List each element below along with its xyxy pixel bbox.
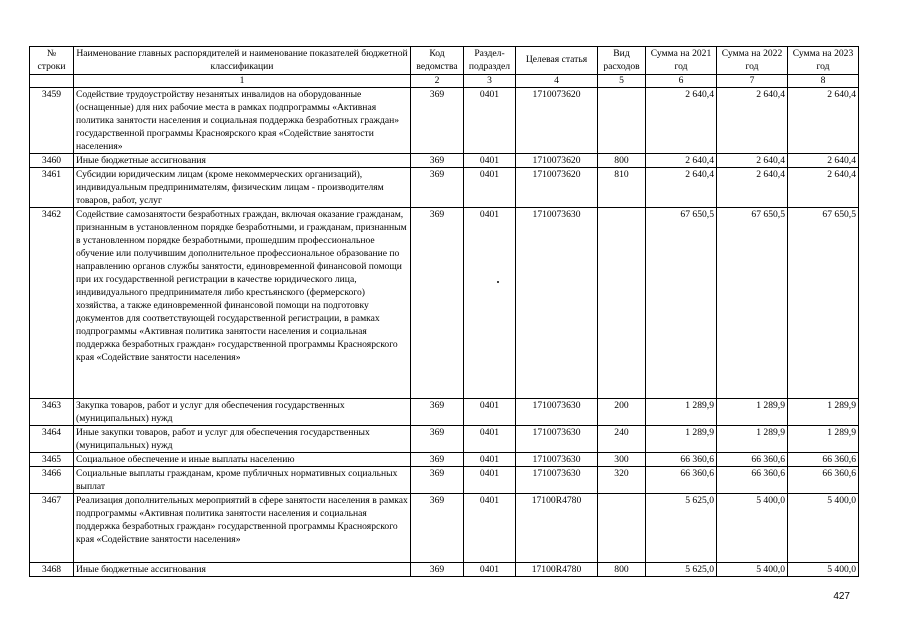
table-row [30,467,859,494]
cell-target: 1710073630 [516,453,598,467]
stray-mark [497,281,499,283]
cell-target: 1710073630 [516,426,598,453]
cell-sum-2023: 2 640,4 [788,88,859,154]
column-number: 6 [646,75,717,88]
cell-section: 0401 [464,154,516,168]
table-row [30,563,859,577]
cell-expense-type [598,88,646,154]
cell-expense-type: 300 [598,453,646,467]
cell-dept-code: 369 [411,208,464,399]
table-row [30,399,859,426]
cell-sum-2021: 1 289,9 [646,399,717,426]
cell-sum-2022: 1 289,9 [717,399,788,426]
cell-row-number: 3460 [30,154,74,168]
cell-sum-2021: 5 625,0 [646,563,717,577]
cell-sum-2022: 2 640,4 [717,168,788,208]
cell-sum-2022: 66 360,6 [717,467,788,494]
cell-dept-code: 369 [411,154,464,168]
cell-indicator-name: Содействие самозанятости безработных граждан, включая оказание гражданам, признанным в установленном порядке безработными, и гражданам, признанным в установленном порядке безработными, прошедшим профессиональное обучение или получившим дополнительное профессиональное образование по направлению органов службы занятости, единовременной финансовой помощи при их государственной регистрации в качестве юридического лица, индивидуального предпринимателя либо крестьянского (фермерского) хозяйства, а также единовременной финансовой помощи на подготовку документов для соответствующей государственной регистрации, в рамках подпрограммы «Активная политика занятости населения и социальная поддержка безработных граждан» государственной программы Красноярского края «Содействие занятости населения» [74,208,411,399]
cell-target: 1710073630 [516,399,598,426]
cell-dept-code: 369 [411,88,464,154]
cell-dept-code: 369 [411,563,464,577]
cell-sum-2023: 5 400,0 [788,563,859,577]
cell-sum-2023: 67 650,5 [788,208,859,399]
cell-section: 0401 [464,88,516,154]
cell-target: 1710073620 [516,154,598,168]
cell-sum-2021: 1 289,9 [646,426,717,453]
cell-section: 0401 [464,399,516,426]
cell-dept-code: 369 [411,399,464,426]
header-sum-2021: Сумма на 2021 год [646,47,717,75]
cell-sum-2023: 66 360,6 [788,453,859,467]
cell-sum-2023: 1 289,9 [788,399,859,426]
table-row [30,426,859,453]
header-name: Наименование главных распорядителей и наименование показателей бюджетной классификации [74,47,411,75]
cell-row-number: 3459 [30,88,74,154]
column-number: 2 [411,75,464,88]
table-row [30,208,859,399]
cell-dept-code: 369 [411,426,464,453]
page-number: 427 [833,591,850,602]
cell-target: 1710073630 [516,467,598,494]
cell-expense-type: 240 [598,426,646,453]
header-sum-2022: Сумма на 2022 год [717,47,788,75]
cell-indicator-name: Социальное обеспечение и иные выплаты населению [74,453,411,467]
cell-sum-2021: 2 640,4 [646,168,717,208]
header-dept-code: Код ведомства [411,47,464,75]
cell-row-number: 3461 [30,168,74,208]
cell-indicator-name: Закупка товаров, работ и услуг для обеспечения государственных (муниципальных) нужд [74,399,411,426]
column-number: 3 [464,75,516,88]
cell-indicator-name: Реализация дополнительных мероприятий в сфере занятости населения в рамках подпрограммы «Активная политика занятости населения и социальная поддержка безработных граждан» государственной программы Красноярского края «Содействие занятости населения» [74,494,411,563]
cell-sum-2023: 5 400,0 [788,494,859,563]
cell-sum-2022: 67 650,5 [717,208,788,399]
cell-indicator-name: Иные бюджетные ассигнования [74,154,411,168]
cell-section: 0401 [464,426,516,453]
cell-sum-2021: 2 640,4 [646,88,717,154]
cell-row-number: 3464 [30,426,74,453]
cell-section: 0401 [464,563,516,577]
cell-indicator-name: Иные бюджетные ассигнования [74,563,411,577]
table-row [30,453,859,467]
cell-sum-2023: 2 640,4 [788,168,859,208]
column-number: 7 [717,75,788,88]
cell-row-number: 3465 [30,453,74,467]
header-row-no: № строки [30,47,74,75]
column-number: 8 [788,75,859,88]
header-section: Раздел-подраздел [464,47,516,75]
cell-row-number: 3467 [30,494,74,563]
cell-indicator-name: Содействие трудоустройству незанятых инвалидов на оборудованные (оснащенные) для них рабочие места в рамках подпрограммы «Активная политика занятости населения и социальная поддержка безработных граждан» государственной программы Красноярского края «Содействие занятости населения» [74,88,411,154]
header-sum-2023: Сумма на 2023 год [788,47,859,75]
cell-target: 17100R4780 [516,563,598,577]
cell-indicator-name: Социальные выплаты гражданам, кроме публичных нормативных социальных выплат [74,467,411,494]
cell-sum-2021: 66 360,6 [646,467,717,494]
cell-expense-type: 200 [598,399,646,426]
cell-expense-type: 810 [598,168,646,208]
cell-indicator-name: Субсидии юридическим лицам (кроме некоммерческих организаций), индивидуальным предпринимателям, физическим лицам - производителям товаров, работ, услуг [74,168,411,208]
cell-sum-2023: 1 289,9 [788,426,859,453]
column-number: 5 [598,75,646,88]
budget-table [29,46,859,577]
header-expense-type: Вид расходов [598,47,646,75]
cell-row-number: 3462 [30,208,74,399]
table-row [30,88,859,154]
cell-row-number: 3466 [30,467,74,494]
column-number-row [30,75,859,88]
header-target: Целевая статья [516,47,598,75]
cell-dept-code: 369 [411,453,464,467]
cell-sum-2021: 5 625,0 [646,494,717,563]
cell-expense-type [598,208,646,399]
cell-indicator-name: Иные закупки товаров, работ и услуг для обеспечения государственных (муниципальных) нужд [74,426,411,453]
table-row [30,168,859,208]
cell-expense-type: 320 [598,467,646,494]
cell-section: 0401 [464,208,516,399]
column-number: 1 [74,75,411,88]
column-number [30,75,74,88]
cell-section: 0401 [464,453,516,467]
cell-sum-2022: 5 400,0 [717,563,788,577]
column-number: 4 [516,75,598,88]
cell-target: 17100R4780 [516,494,598,563]
cell-row-number: 3463 [30,399,74,426]
cell-expense-type: 800 [598,154,646,168]
table-row [30,154,859,168]
cell-dept-code: 369 [411,467,464,494]
cell-target: 1710073620 [516,88,598,154]
cell-row-number: 3468 [30,563,74,577]
cell-sum-2022: 66 360,6 [717,453,788,467]
cell-sum-2023: 66 360,6 [788,467,859,494]
cell-dept-code: 369 [411,168,464,208]
cell-sum-2023: 2 640,4 [788,154,859,168]
cell-sum-2021: 67 650,5 [646,208,717,399]
table-row [30,494,859,563]
cell-sum-2022: 5 400,0 [717,494,788,563]
header-row [30,47,859,75]
cell-section: 0401 [464,467,516,494]
cell-target: 1710073630 [516,208,598,399]
cell-sum-2022: 1 289,9 [717,426,788,453]
cell-dept-code: 369 [411,494,464,563]
cell-target: 1710073620 [516,168,598,208]
cell-section: 0401 [464,168,516,208]
cell-sum-2022: 2 640,4 [717,88,788,154]
cell-expense-type: 800 [598,563,646,577]
cell-expense-type [598,494,646,563]
cell-sum-2021: 2 640,4 [646,154,717,168]
cell-sum-2022: 2 640,4 [717,154,788,168]
cell-section: 0401 [464,494,516,563]
cell-sum-2021: 66 360,6 [646,453,717,467]
